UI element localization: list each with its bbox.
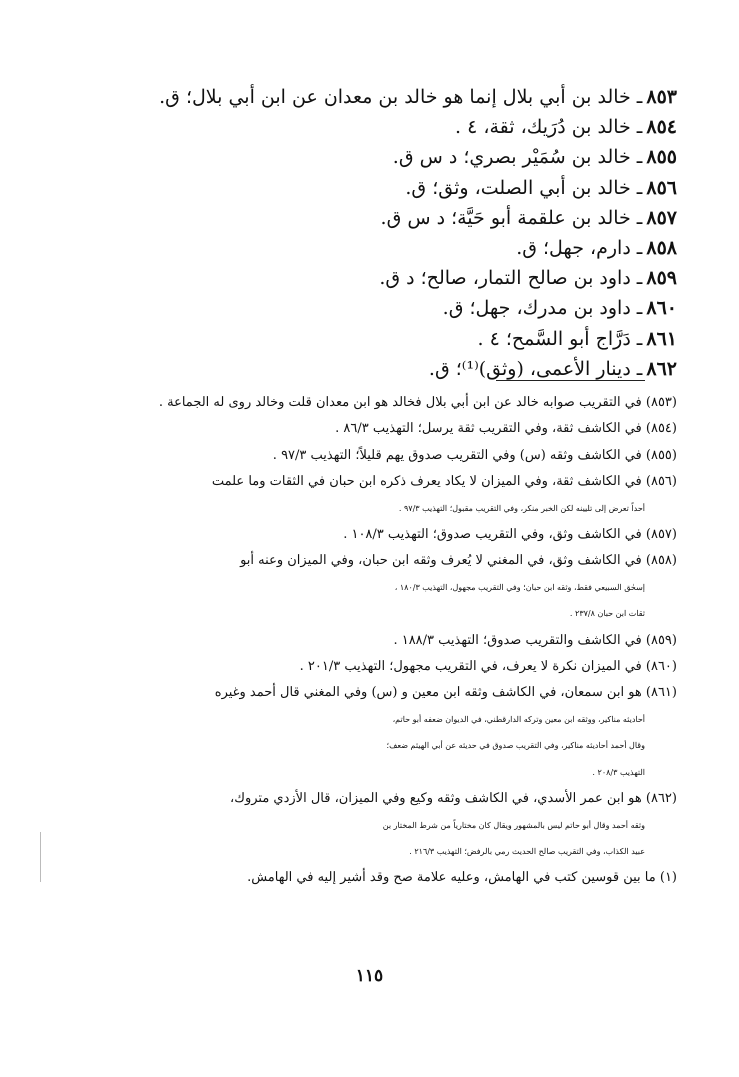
footnote-line: أحداً تعرض إلى تليينه لكن الخبر منكر، وفي التقريب مقبول؛ التهذيب ٩٧/٣ . (398, 503, 645, 513)
footnote (57, 786, 677, 865)
entry-number: ٨٦٠ (646, 297, 677, 320)
entry: ٨٥٥ ـ خالد بن سُمَيْر بصري؛ د س ق. (77, 142, 677, 172)
footnote-line: (٨٦٢) هو ابن عمر الأسدي، في الكاشف وثقه وكيع وفي الميزان، قال الأزدي متروك، (230, 791, 677, 807)
footnote-line: أحاديثه مناكير، ووثقه ابن معين وتركه الدارقطني، في الديوان ضعفه أبو حاتم، (392, 714, 645, 724)
footnote-line: وثقه أحمد وقال أبو حاتم ليس بالمشهور ويقال كان مختارياً من شرط المختار بن (382, 820, 645, 830)
footnote (57, 469, 677, 522)
footnote (57, 522, 677, 548)
footnote-line: التهذيب ٢٠٨/٣ . (592, 767, 645, 777)
entry-text: خالد بن علقمة أبو حَيَّة؛ د س ق. (380, 206, 631, 229)
entry-text: داود بن صالح التمار، صالح؛ د ق. (379, 267, 631, 290)
footnote-line: إسحٰق السبيعي فقط، وثقه ابن حبان؛ وفي التقريب مجهول، التهذيب ١٨٠/٣ ، (394, 582, 645, 592)
entry-text: خالد بن دُرَيك، ثقة، ٤ . (454, 116, 631, 139)
footnote-separator (496, 380, 645, 381)
entry: ٨٥٤ ـ خالد بن دُرَيك، ثقة، ٤ . (77, 112, 677, 142)
entry-list (77, 82, 677, 384)
entry-number: ٨٥٤ (646, 116, 677, 139)
footnote-line: ثقات ابن حبان ٢٣٧/٨ . (569, 609, 645, 619)
entry-text: داود بن مدرك، جهل؛ ق. (442, 297, 631, 320)
footnotes (57, 390, 677, 892)
footnote-line: (٨٦٠) في الميزان نكرة لا يعرف، في التقريب مجهول؛ التهذيب ٢٠١/٣ . (299, 659, 677, 675)
footnote (57, 654, 677, 680)
footnote-line: (٨٥٧) في الكاشف وثق، وفي التقريب صدوق؛ التهذيب ١٠٨/٣ . (343, 527, 677, 543)
footnote (57, 865, 677, 891)
entry: ٨٦٠ ـ داود بن مدرك، جهل؛ ق. (77, 293, 677, 323)
footnote-line: وقال أحمد أحاديثه مناكير، وفي التقريب صدوق في حديثه عن أبي الهيثم ضعف؛ (386, 741, 645, 751)
entry-text: خالد بن سُمَيْر بصري؛ د س ق. (392, 146, 631, 169)
entry: ٨٥٣ ـ خالد بن أبي بلال إنما هو خالد بن معدان عن ابن أبي بلال؛ ق. (77, 82, 677, 112)
entry-text: خالد بن أبي بلال إنما هو خالد بن معدان عن ابن أبي بلال؛ ق. (159, 86, 631, 108)
footnote-line: (٨٥٤) في الكاشف ثقة، وفي التقريب ثقة يرسل؛ التهذيب ٨٦/٣ . (335, 421, 677, 437)
footnote (57, 390, 677, 416)
footnote-line: (٨٥٦) في الكاشف ثقة، وفي الميزان لا يكاد يعرف ذكره ابن حبان في الثقات وما علمت (211, 474, 677, 490)
footnote (57, 628, 677, 654)
entry: ٨٥٩ ـ داود بن صالح التمار، صالح؛ د ق. (77, 263, 677, 293)
footnote-line: عبيد الكذاب، وفي التقريب صالح الحديث رمي بالرفض؛ التهذيب ٢١٦/٣ . (409, 846, 645, 856)
footnote (57, 680, 677, 786)
footnote-line: (٨٥٣) في التقريب صوابه خالد عن ابن أبي بلال فخالد هو ابن معدان قلت وخالد روى له الجماعة . (158, 395, 677, 410)
entry: ٨٥٦ ـ خالد بن أبي الصلت، وثق؛ ق. (77, 173, 677, 203)
footnote (57, 548, 677, 627)
entry: ٨٦١ ـ دَرَّاج أبو السَّمح؛ ٤ . (77, 324, 677, 354)
entry-text: دارم، جهل؛ ق. (516, 236, 631, 259)
entry-number: ٨٥٣ (646, 86, 677, 108)
entry: ٨٦٢ ـ دينار الأعمى، (وثق)⁽¹⁾؛ ق. (77, 354, 677, 384)
footnote-line: (٨٥٩) في الكاشف والتقريب صدوق؛ التهذيب ١٨٨/٣ . (393, 632, 677, 648)
margin-line (40, 832, 43, 882)
footnote (57, 443, 677, 469)
entry-number: ٨٥٨ (646, 236, 677, 259)
entry-text: خالد بن أبي الصلت، وثق؛ ق. (405, 176, 631, 199)
footnote-line: (٨٦١) هو ابن سمعان، في الكاشف وثقه ابن معين و (س) وفي المغني قال أحمد وغيره (214, 685, 677, 701)
entry-text: دَرَّاج أبو السَّمح؛ ٤ . (477, 327, 631, 350)
footnote (57, 416, 677, 442)
entry-number: ٨٥٩ (646, 267, 677, 290)
entry-number: ٨٦١ (646, 327, 677, 350)
footnote-line: (٨٥٥) في الكاشف وثقه (س) وفي التقريب صدوق يهم قليلاً؛ التهذيب ٩٧/٣ . (272, 447, 677, 463)
entry-number: ٨٥٧ (646, 206, 677, 229)
entry-number: ٨٥٦ (646, 176, 677, 199)
entry-text: دينار الأعمى، (وثق)⁽¹⁾؛ ق. (428, 357, 631, 380)
page-number: ١١٥ (355, 966, 384, 986)
footnote-line: (١) ما بين قوسين كتب في الهامش، وعليه علامة صح وقد أشير إليه في الهامش. (247, 870, 677, 886)
entry: ٨٥٧ ـ خالد بن علقمة أبو حَيَّة؛ د س ق. (77, 203, 677, 233)
entry-number: ٨٥٥ (646, 146, 677, 169)
entry-number: ٨٦٢ (646, 357, 677, 380)
footnote-line: (٨٥٨) في الكاشف وثق، في المغني لا يُعرف وثقه ابن حبان، وفي الميزان وعنه أبو (240, 553, 677, 569)
entry: ٨٥٨ ـ دارم، جهل؛ ق. (77, 233, 677, 263)
